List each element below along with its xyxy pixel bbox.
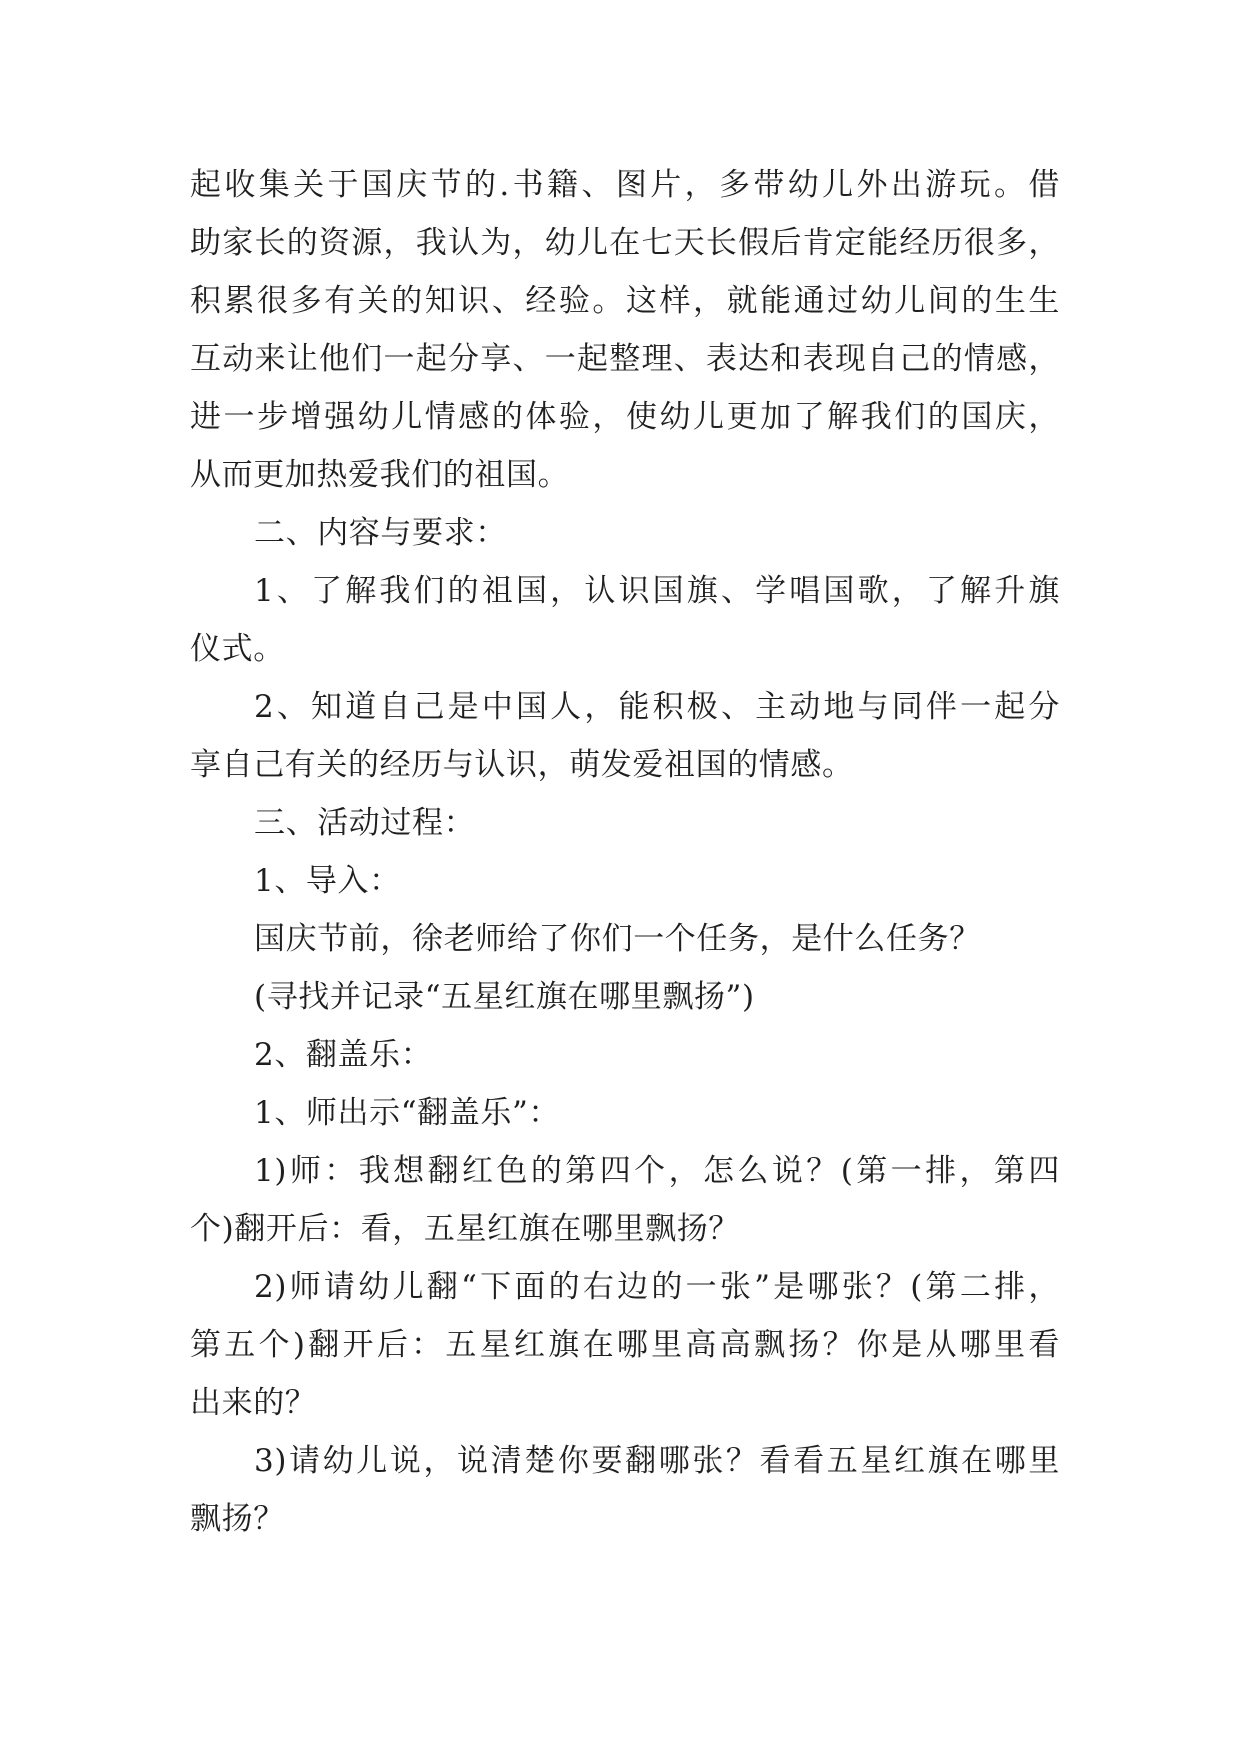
paragraph-line: 第五个)翻开后：五星红旗在哪里高高飘扬？你是从哪里看 xyxy=(190,1327,1060,1363)
paragraph-line: 积累很多有关的知识、经验。这样，就能通过幼儿间的生生 xyxy=(190,283,1060,319)
document-body xyxy=(190,156,1060,1548)
paragraph-line: 3)请幼儿说，说清楚你要翻哪张？看看五星红旗在哪里 xyxy=(254,1443,1060,1479)
paragraph-line: 飘扬？ xyxy=(190,1501,285,1537)
paragraph-line: 国庆节前，徐老师给了你们一个任务，是什么任务？ xyxy=(254,921,981,957)
section-heading: 三、活动过程： xyxy=(254,805,476,841)
subsection-heading: 2、翻盖乐： xyxy=(254,1037,433,1073)
paragraph-line: 从而更加热爱我们的祖国。 xyxy=(190,457,570,493)
subsection-heading: 1、导入： xyxy=(254,863,401,899)
paragraph-line: 互动来让他们一起分享、一起整理、表达和表现自己的情感， xyxy=(190,341,1060,377)
paragraph-line: 出来的？ xyxy=(190,1385,317,1421)
paragraph-line: 2)师请幼儿翻“下面的右边的一张”是哪张？(第二排， xyxy=(254,1269,1060,1305)
list-item-line: 1、了解我们的祖国，认识国旗、学唱国歌，了解升旗 xyxy=(254,573,1060,609)
section-heading: 二、内容与要求： xyxy=(254,515,507,551)
paragraph-line: 起收集关于国庆节的.书籍、图片，多带幼儿外出游玩。借 xyxy=(190,167,1060,203)
paragraph-line: 助家长的资源，我认为，幼儿在七天长假后肯定能经历很多， xyxy=(190,225,1060,261)
list-item-line: 享自己有关的经历与认识，萌发爱祖国的情感。 xyxy=(190,747,854,783)
paragraph-line: 个)翻开后：看，五星红旗在哪里飘扬？ xyxy=(190,1211,740,1247)
list-item-line: 2、知道自己是中国人，能积极、主动地与同伴一起分 xyxy=(254,689,1060,725)
paragraph-line: 1)师：我想翻红色的第四个，怎么说？(第一排，第四 xyxy=(254,1153,1060,1189)
paragraph-line: (寻找并记录“五星红旗在哪里飘扬”) xyxy=(254,979,755,1015)
paragraph-line: 1、师出示“翻盖乐”： xyxy=(254,1095,561,1131)
paragraph-line: 进一步增强幼儿情感的体验，使幼儿更加了解我们的国庆， xyxy=(190,399,1060,435)
list-item-line: 仪式。 xyxy=(190,631,285,667)
